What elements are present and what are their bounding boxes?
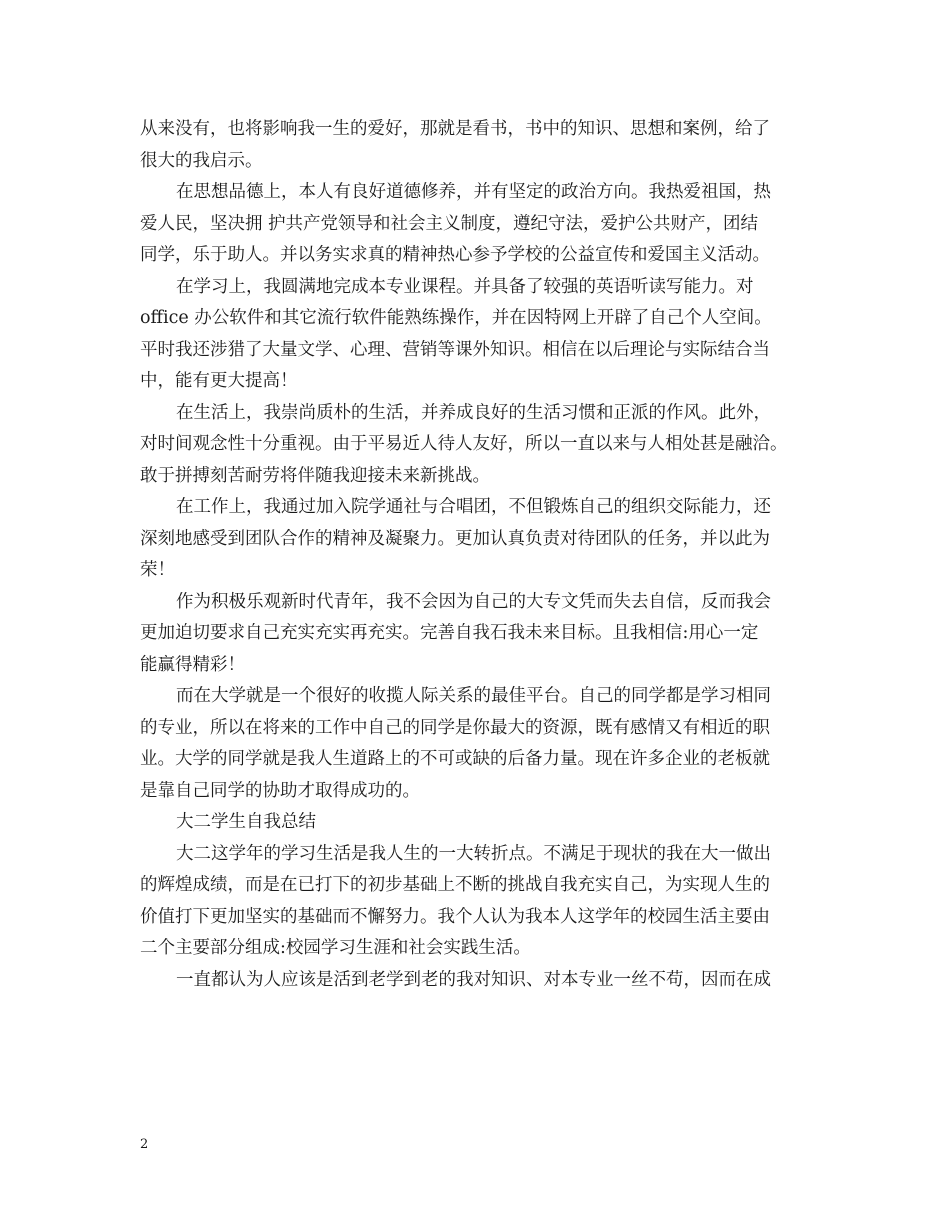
- text-line: 大二这学年的学习生活是我人生的一大转折点。不满足于现状的我在大一做出: [176, 843, 771, 864]
- text-line: office 办公软件和其它流行软件能熟练操作，并在因特网上开辟了自己个人空间。: [140, 308, 772, 328]
- text-line: 而在大学就是一个很好的收揽人际关系的最佳平台。自己的同学都是学习相同: [176, 686, 771, 706]
- text-line: 能赢得精彩！: [140, 654, 245, 675]
- text-line: 业。大学的同学就是我人生道路上的不可或缺的后备力量。现在许多企业的老板就: [140, 749, 770, 769]
- page-number: 2: [140, 1137, 149, 1152]
- text-line: 是靠自己同学的协助才取得成功的。: [140, 780, 420, 801]
- text-line: 从来没有，也将影响我一生的爱好，那就是看书，书中的知识、思想和案例，给了: [140, 119, 770, 139]
- text-line: 一直都认为人应该是活到老学到老的我对知识、对本专业一丝不苟，因而在成: [176, 969, 771, 990]
- text-line: 荣！: [140, 560, 175, 580]
- text-line: 同学，乐于助人。并以务实求真的精神热心参予学校的公益宣传和爱国主义活动。: [140, 245, 770, 265]
- text-line: 深刻地感受到团队合作的精神及凝聚力。更加认真负责对待团队的任务，并以此为: [140, 528, 770, 549]
- text-line: 中，能有更大提高！: [140, 371, 298, 391]
- text-line: 的辉煌成绩，而是在已打下的初步基础上不断的挑战自我充实自己，为实现人生的: [140, 875, 770, 895]
- text-line: 大二学生自我总结: [176, 812, 316, 832]
- text-line: 作为积极乐观新时代青年，我不会因为自己的大专文凭而失去自信，反而我会: [176, 591, 771, 612]
- text-line: 在生活上，我崇尚质朴的生活，并养成良好的生活习惯和正派的作风。此外，: [176, 402, 771, 423]
- text-line: 爱人民，坚决拥 护共产党领导和社会主义制度，遵纪守法，爱护公共财产，团结: [140, 213, 759, 234]
- text-line: 价值打下更加坚实的基础而不懈努力。我个人认为我本人这学年的校园生活主要由: [140, 906, 770, 927]
- text-line: 的专业，所以在将来的工作中自己的同学是你最大的资源，既有感情又有相近的职: [140, 717, 770, 738]
- text-line: 很大的我启示。: [140, 150, 263, 171]
- text-line: 二个主要部分组成:校园学习生涯和社会实践生活。: [140, 938, 531, 958]
- text-line: 平时我还涉猎了大量文学、心理、营销等课外知识。相信在以后理论与实际结合当: [140, 339, 770, 360]
- text-line: 敢于拼搏刻苦耐劳将伴随我迎接未来新挑战。: [140, 465, 490, 486]
- text-line: 在学习上，我圆满地完成本专业课程。并具备了较强的英语听读写能力。对: [176, 276, 754, 297]
- text-line: 在工作上，我通过加入院学通社与合唱团，不但锻炼自己的组织交际能力，还: [176, 497, 771, 517]
- text-line: 对时间观念性十分重视。由于平易近人待人友好，所以一直以来与人相处甚是融洽。: [140, 434, 788, 454]
- body-text: [140, 114, 812, 996]
- text-line: 更加迫切要求自己充实充实再充实。完善自我石我未来目标。且我相信:用心一定: [140, 623, 759, 643]
- text-line: 在思想品德上，本人有良好道德修养，并有坚定的政治方向。我热爱祖国，热: [176, 182, 771, 202]
